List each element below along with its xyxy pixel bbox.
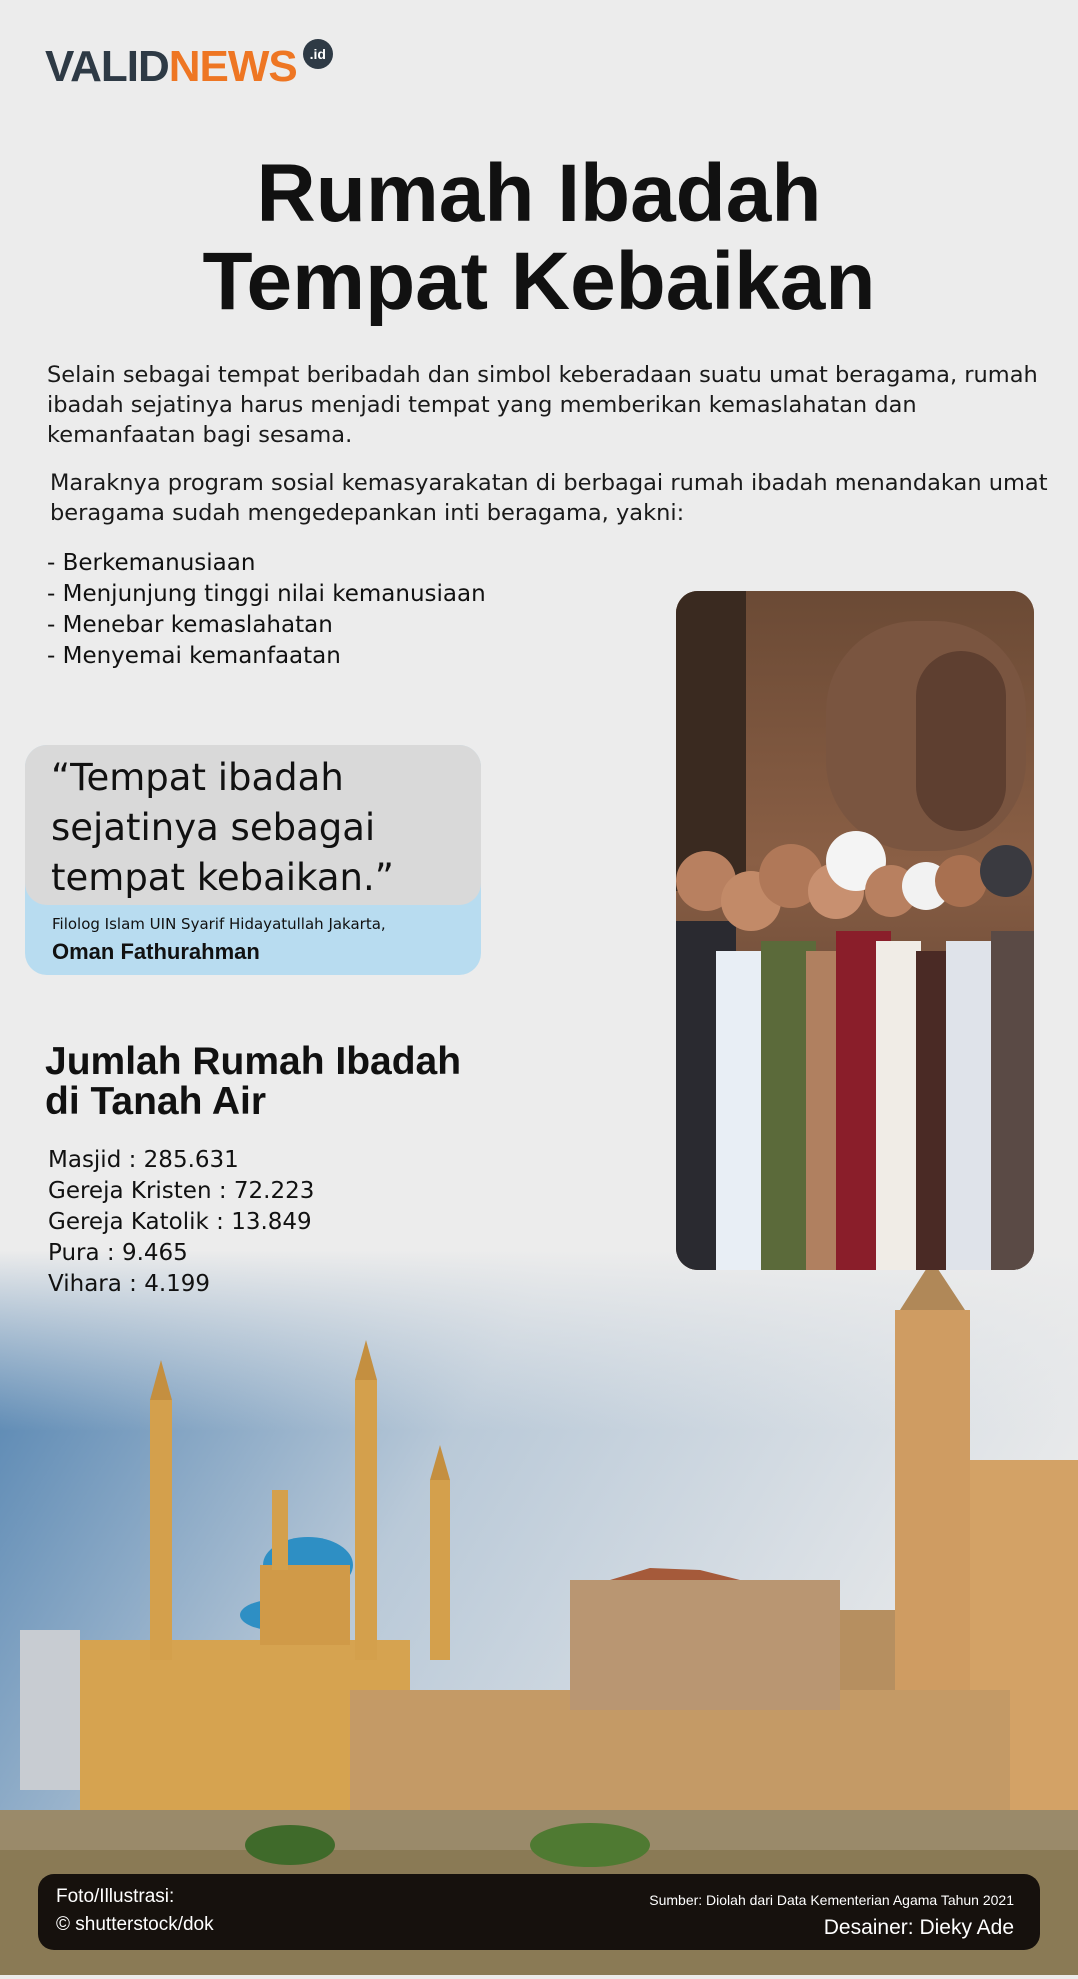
list-item: - Menjunjung tinggi nilai kemanusiaan <box>47 581 486 607</box>
stat-item: Gereja Kristen : 72.223 <box>48 1178 315 1204</box>
photo-credit: © shutterstock/dok <box>56 1914 214 1935</box>
validnews-logo: VALIDNEWS .id <box>45 45 297 89</box>
stats-list <box>48 1145 314 1300</box>
designer-credit: Desainer: Dieky Ade <box>823 1916 1014 1939</box>
stat-item: Pura : 9.465 <box>48 1240 188 1266</box>
mosque-church-illustration <box>0 1250 1078 1975</box>
data-source: Sumber: Diolah dari Data Kementerian Agama Tahun 2021 <box>649 1892 1014 1908</box>
list-item: - Menebar kemaslahatan <box>47 612 333 638</box>
stats-heading: Jumlah Rumah Ibadah di Tanah Air <box>45 1040 462 1123</box>
praying-people-photo <box>676 591 1034 1270</box>
photo-label: Foto/Illustrasi: <box>56 1886 175 1907</box>
credits-footer <box>38 1874 1040 1950</box>
list-item: - Menyemai kemanfaatan <box>47 643 341 669</box>
quote-source: Filolog Islam UIN Syarif Hidayatullah Jakarta, <box>52 915 386 933</box>
page-title: Rumah Ibadah Tempat Kebaikan <box>202 148 876 327</box>
stat-item: Masjid : 285.631 <box>48 1147 239 1173</box>
intro-paragraph-1: Selain sebagai tempat beribadah dan simbol keberadaan suatu umat beragama, rumah ibadah sejatinya harus menjadi tempat yang memberikan kemaslahatan dan kemanfaatan bagi sesama. <box>47 362 1038 448</box>
intro-paragraph-2: Maraknya program sosial kemasyarakatan di berbagai rumah ibadah menandakan umat beragama sudah mengedepankan inti beragama, yakni: <box>50 470 1048 526</box>
values-list <box>47 548 486 672</box>
stat-item: Gereja Katolik : 13.849 <box>48 1209 312 1235</box>
stat-item: Vihara : 4.199 <box>48 1271 211 1297</box>
quote-author: Oman Fathurahman <box>52 939 260 964</box>
quote-card <box>25 745 481 975</box>
list-item: - Berkemanusiaan <box>47 550 256 576</box>
quote-text: “Tempat ibadah sejatinya sebagai tempat kebaikan.” <box>51 756 394 899</box>
